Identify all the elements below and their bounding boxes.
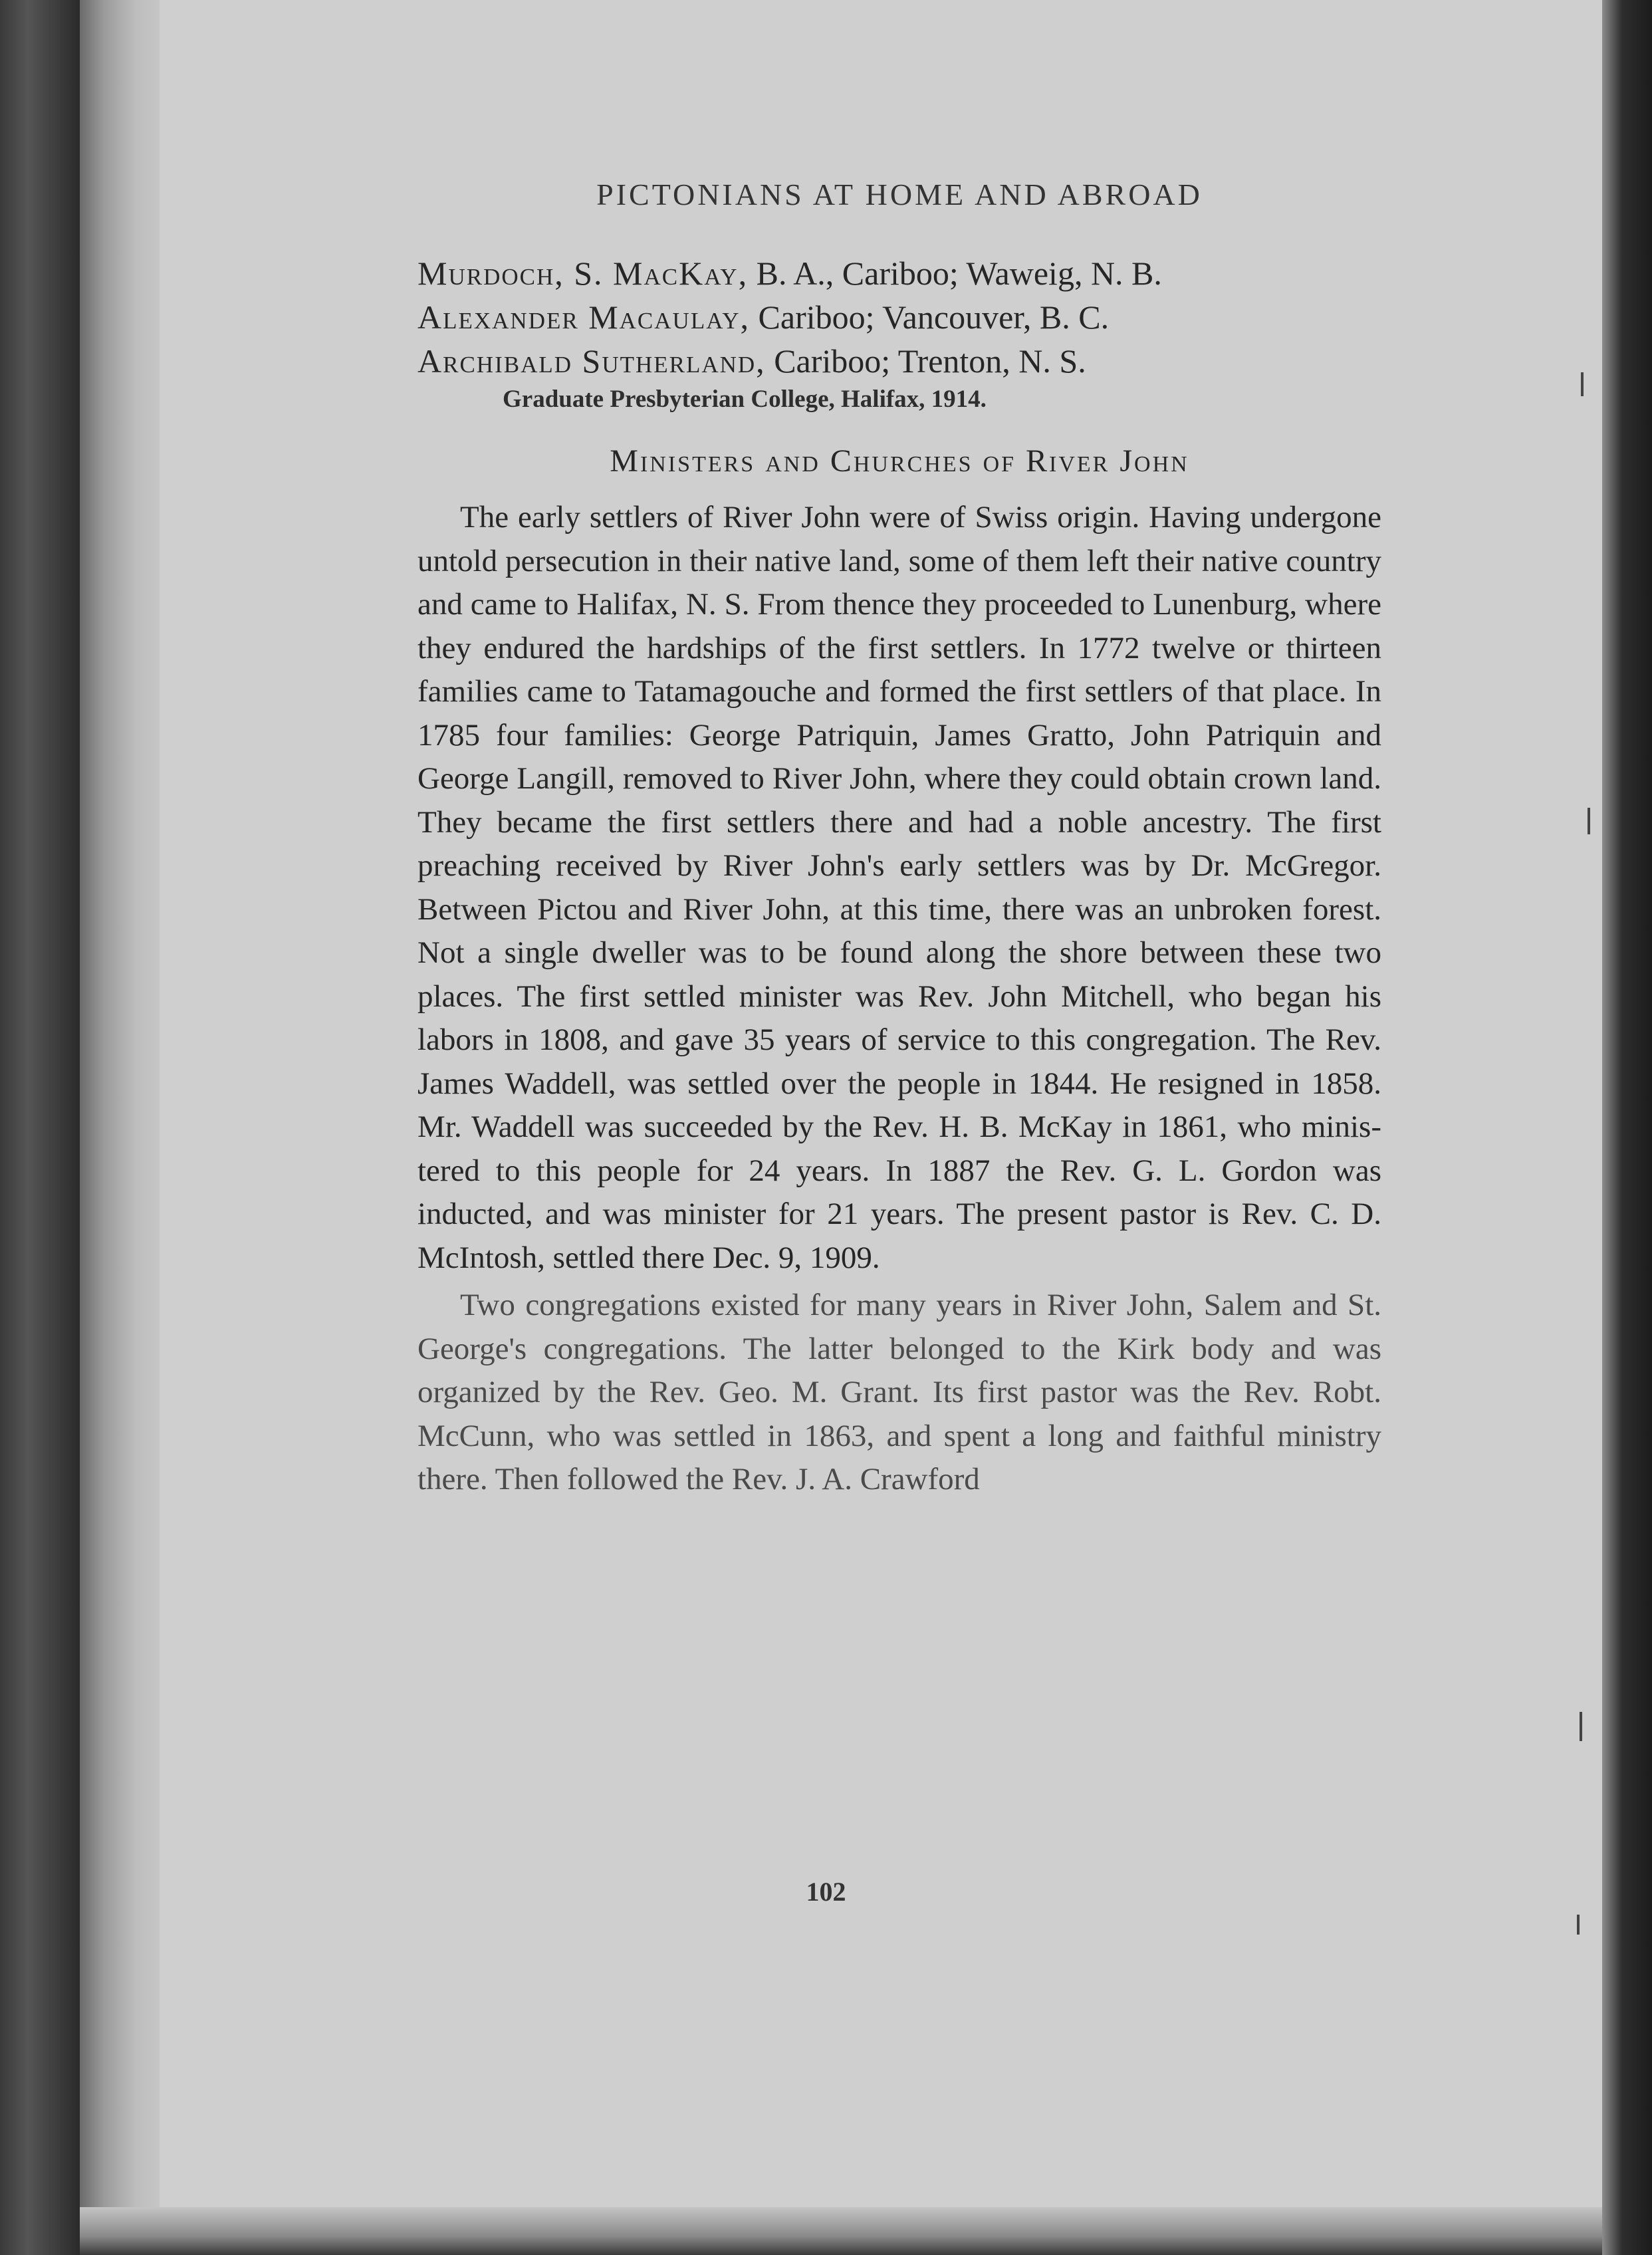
page-number: 102 [806,1877,846,1907]
page-right-edge [1602,0,1652,2255]
graduate-details: Cariboo; Vancouver, B. C. [750,298,1110,336]
section-heading: Ministers and Churches of River John [610,443,1189,479]
graduate-entry [417,295,1381,339]
graduate-name: Archibald Sutherland, [417,342,766,380]
margin-mark [1588,808,1590,834]
margin-mark [1577,1915,1580,1935]
page-text [417,179,1381,1502]
graduate-name: Alexander Macaulay, [417,298,751,336]
page-gutter [80,0,160,2255]
body-paragraph: The early settlers of River John were of Swiss origin. Having undergone untold persecution in their native land, some of them left their native country and came to Halifax, N. S. From thence they proceeded to Lunenburg, where they endured the hardships of the first settlers. In 1772 twelve or thirteen families came to Tatamagouche and formed the first settlers of that place. In 1785 four families: George Patriquin, James Gratto, John Patriquin and George Langill, removed to River John, where they could obtain crown land. They became the first settlers there and had a noble ancestry. The first preaching received by River John's early settlers was by Dr. McGregor. Between Pictou and River John, at this time, there was an unbroken forest. Not a single dweller was to be found along the shore between these two places. The first settled minister was Rev. John Mitchell, who began his labors in 1808, and gave 35 years of service to this congregation. The Rev. James Waddell, was settled over the people in 1844. He resigned in 1858. Mr. Waddell was succeeded by the Rev. H. B. McKay in 1861, who ministered to this people for 24 years. In 1887 the Rev. G. L. Gordon was inducted, and was minister for 21 years. The present pastor is Rev. C. D. McIntosh, settled there Dec. 9, 1909. [417,500,1381,1275]
graduation-note: Graduate Presbyterian College, Halifax, 1914. [503,386,987,413]
margin-mark [1580,1712,1582,1741]
graduate-entry [417,339,1381,383]
body-paragraph: Two congregations existed for many years in River John, Salem and St. George's congregations. The latter belonged to the Kirk body and was organized by the Rev. Geo. M. Grant. Its first pastor was the Rev. Robt. McCunn, who was settled in 1863, and spent a long and faithful ministry there. Then followed the Rev. J. A. Crawford [417,1288,1381,1496]
graduate-details: B. A., Cariboo; Waweig, N. B. [748,255,1162,292]
running-head: PICTONIANS AT HOME AND ABROAD [596,178,1203,211]
graduate-details: Cariboo; Trenton, N. S. [765,342,1086,380]
graduate-entry [417,251,1381,295]
book-binding-shadow [0,0,80,2255]
margin-mark [1581,372,1584,396]
graduate-name: Murdoch, S. MacKay, [417,255,749,292]
page-bottom-edge [80,2207,1602,2255]
